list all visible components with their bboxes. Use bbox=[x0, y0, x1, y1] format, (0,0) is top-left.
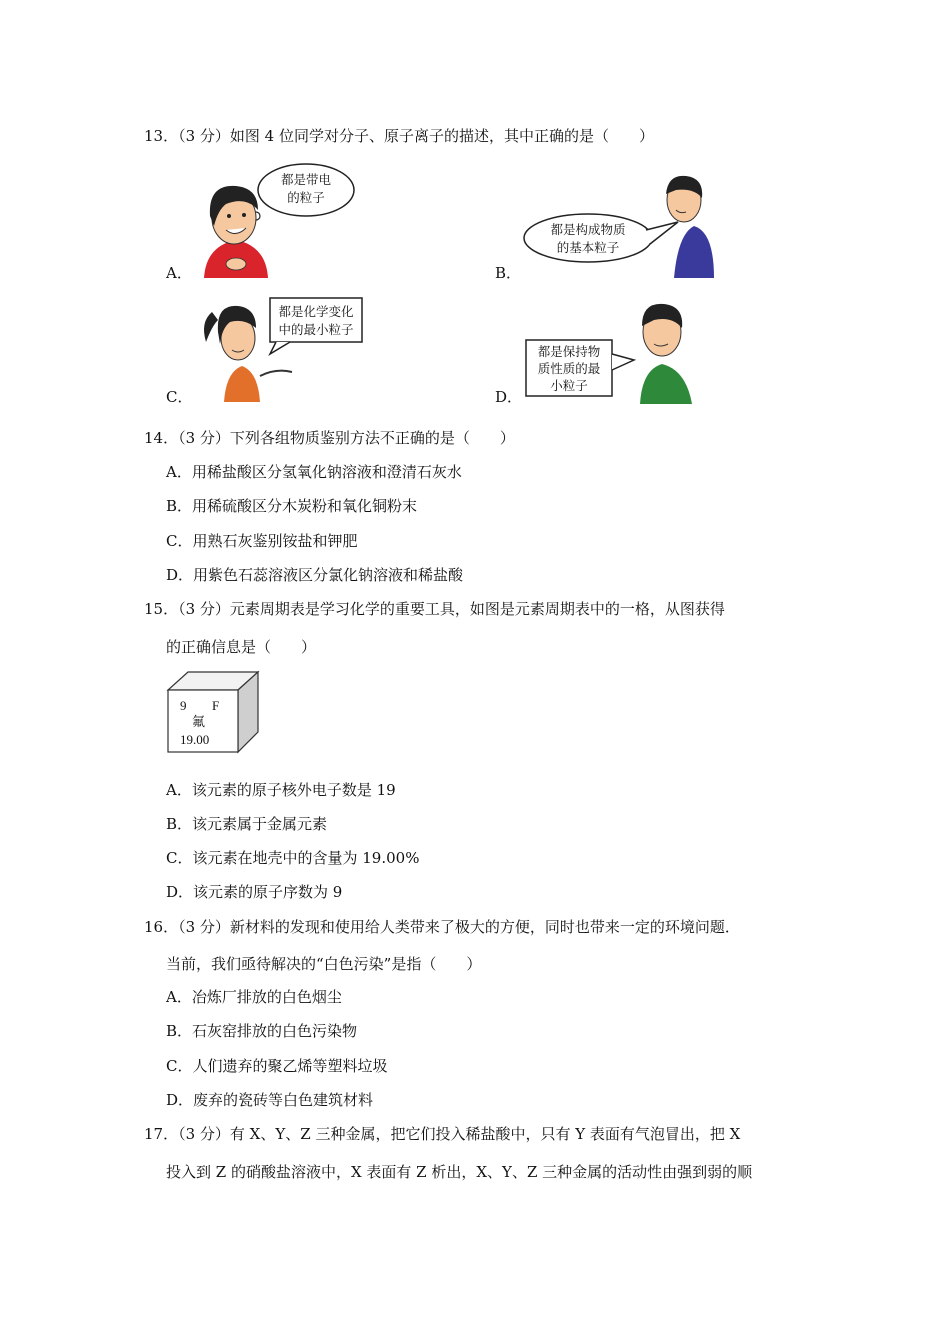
element-name: 氟 bbox=[192, 715, 206, 730]
question-16-option-c: C．人们遗弃的聚乙烯等塑料垃圾 bbox=[166, 1057, 388, 1075]
question-15-option-a: A．该元素的原子核外电子数是 19 bbox=[166, 781, 396, 799]
question-text: 如图 4 位同学对分子、原子离子的描述，其中正确的是（ ） bbox=[229, 127, 654, 145]
element-symbol: F bbox=[212, 698, 220, 713]
question-17-stem-cont: 投入到 Z 的硝酸盐溶液中，X 表面有 Z 析出，X、Y、Z 三种金属的活动性由强到弱的顺 bbox=[166, 1163, 753, 1181]
question-16-option-b: B．石灰窑排放的白色污染物 bbox=[166, 1022, 358, 1040]
figure-c-student bbox=[196, 292, 366, 404]
question-14-option-b: B．用稀硫酸区分木炭粉和氧化铜粉末 bbox=[166, 497, 418, 515]
bubble-text-d1: 都是保持物 bbox=[537, 344, 601, 359]
option-label-a: A． bbox=[166, 264, 192, 282]
question-16-option-a: A．冶炼厂排放的白色烟尘 bbox=[166, 988, 342, 1006]
question-17-stem: 17．（3 分）有 X、Y、Z 三种金属，把它们投入稀盐酸中，只有 Y 表面有气泡冒出，把 X bbox=[144, 1125, 741, 1143]
option-label-d: D． bbox=[495, 388, 523, 406]
question-15-option-b: B．该元素属于金属元素 bbox=[166, 815, 328, 833]
question-score: （3 分） bbox=[178, 127, 230, 145]
bubble-text-b2: 的基本粒子 bbox=[556, 240, 620, 255]
question-16-stem: 16．（3 分）新材料的发现和使用给人类带来了极大的方便，同时也带来一定的环境问题． bbox=[144, 918, 740, 936]
bubble-text-c2: 中的最小粒子 bbox=[278, 322, 354, 337]
element-cell-figure bbox=[166, 670, 262, 754]
question-14-option-d: D．用紫色石蕊溶液区分氯化钠溶液和稀盐酸 bbox=[166, 566, 464, 584]
figure-d-student bbox=[522, 298, 702, 406]
figure-b-student bbox=[518, 170, 718, 280]
option-label-b: B． bbox=[495, 264, 522, 282]
figure-a-student bbox=[196, 160, 361, 280]
question-15-stem: 15．（3 分）元素周期表是学习化学的重要工具，如图是元素周期表中的一格，从图获得 bbox=[144, 600, 725, 618]
option-label-c: C． bbox=[166, 388, 193, 406]
bubble-text-a1: 都是带电 bbox=[280, 172, 332, 187]
bubble-text-d2: 质性质的最 bbox=[537, 361, 601, 376]
question-16-stem-cont: 当前，我们亟待解决的“白色污染”是指（ ） bbox=[166, 955, 482, 973]
question-14-stem: 14．（3 分）下列各组物质鉴别方法不正确的是（ ） bbox=[144, 429, 515, 447]
question-15-option-d: D．该元素的原子序数为 9 bbox=[166, 883, 343, 901]
question-15-stem-cont: 的正确信息是（ ） bbox=[166, 638, 317, 656]
element-atomic-number: 9 bbox=[180, 698, 187, 713]
question-number: 13． bbox=[144, 127, 179, 145]
bubble-text-c1: 都是化学变化 bbox=[278, 304, 354, 319]
question-14-option-c: C．用熟石灰鉴别铵盐和钾肥 bbox=[166, 532, 358, 550]
element-atomic-mass: 19.00 bbox=[180, 732, 210, 747]
bubble-text-b1: 都是构成物质 bbox=[550, 222, 626, 237]
bubble-text-d3: 小粒子 bbox=[550, 378, 588, 393]
question-14-option-a: A．用稀盐酸区分氢氧化钠溶液和澄清石灰水 bbox=[166, 463, 462, 481]
bubble-text-a2: 的粒子 bbox=[287, 190, 325, 205]
question-15-option-c: C．该元素在地壳中的含量为 19.00% bbox=[166, 849, 420, 867]
question-16-option-d: D．废弃的瓷砖等白色建筑材料 bbox=[166, 1091, 374, 1109]
question-13-stem bbox=[144, 126, 654, 146]
